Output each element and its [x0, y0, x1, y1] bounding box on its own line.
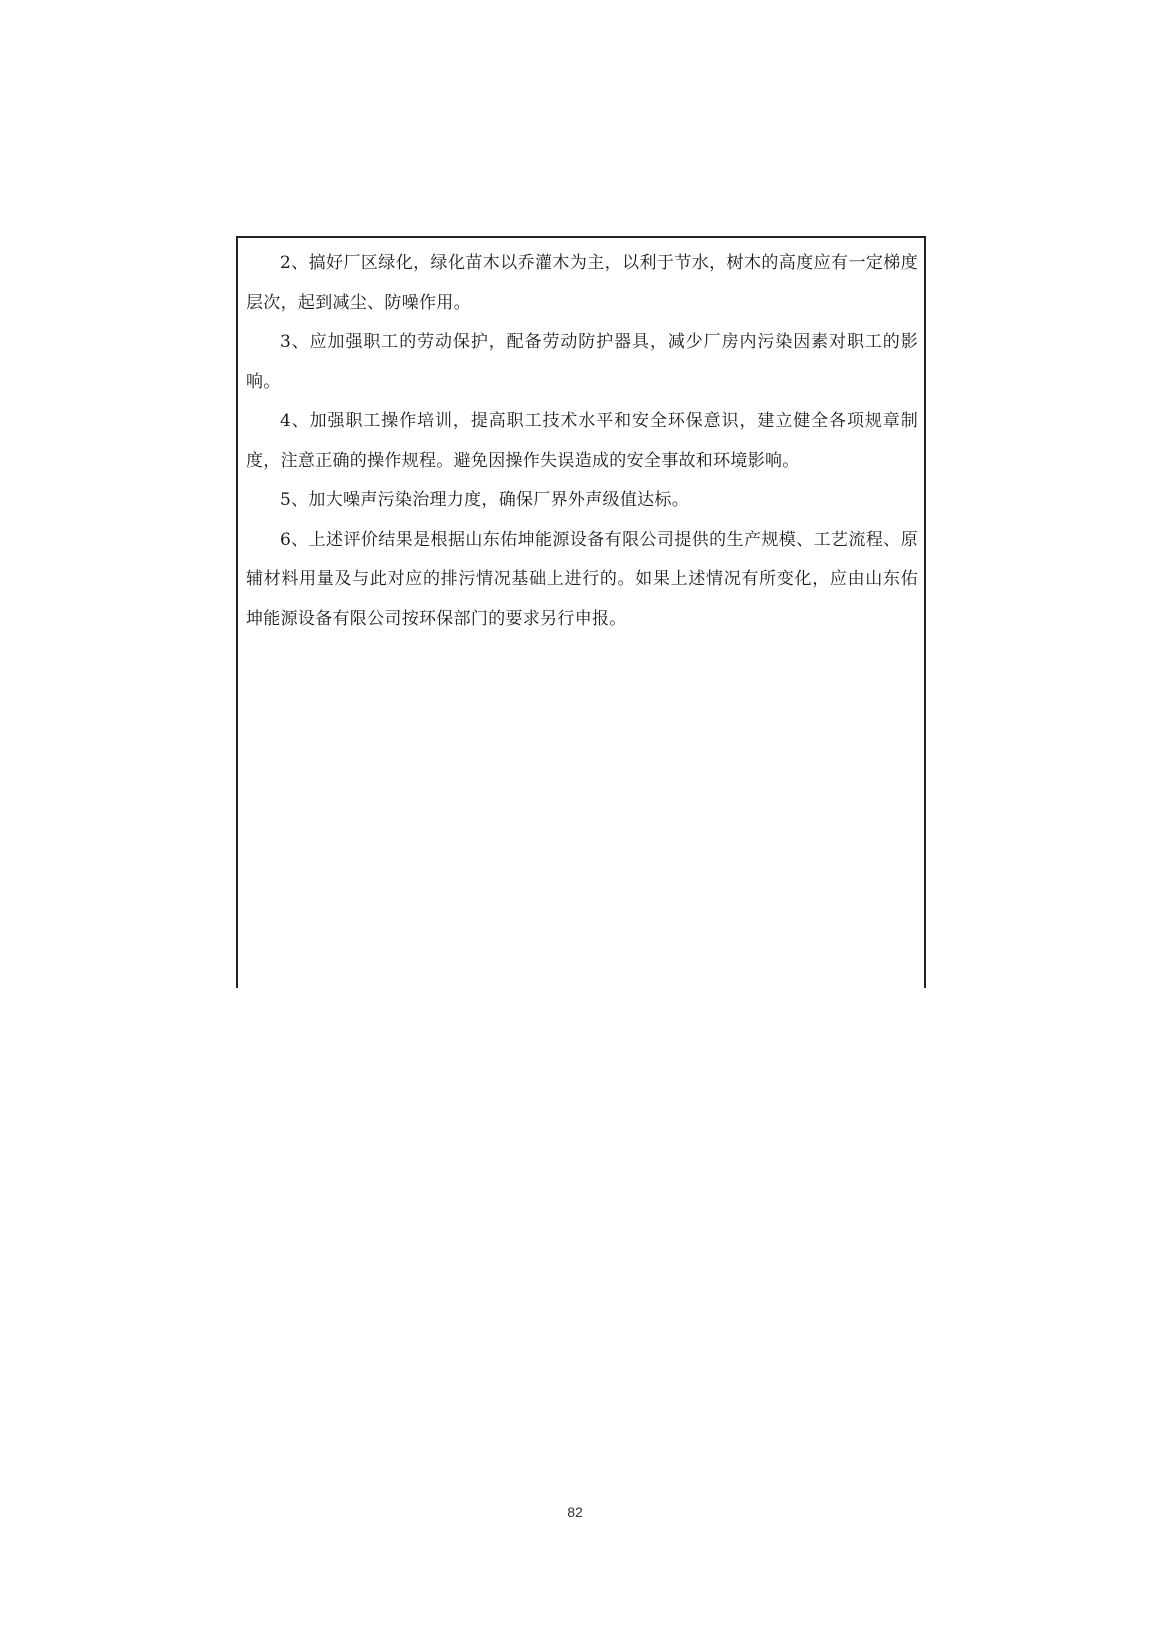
paragraph-training: 4、加强职工操作培训，提高职工技术水平和安全环保意识，建立健全各项规章制度，注意正确的操作规程。避免因操作失误造成的安全事故和环境影响。: [246, 411, 918, 471]
paragraph-greening: 2、搞好厂区绿化，绿化苗木以乔灌木为主，以利于节水，树木的高度应有一定梯度层次，起到减尘、防噪作用。: [246, 253, 918, 313]
measures-content: [246, 244, 918, 639]
table-frame: [236, 236, 926, 988]
paragraph-labor-protection: 3、应加强职工的劳动保护，配备劳动防护器具，减少厂房内污染因素对职工的影响。: [246, 332, 918, 392]
paragraph-evaluation-basis: 6、上述评价结果是根据山东佑坤能源设备有限公司提供的生产规模、工艺流程、原辅材料用量及与此对应的排污情况基础上进行的。如果上述情况有所变化，应由山东佑坤能源设备有限公司按环保部门的要求另行申报。: [246, 529, 918, 629]
page-number: 82: [567, 1504, 583, 1520]
paragraph-noise: 5、加大噪声污染治理力度，确保厂界外声级值达标。: [280, 490, 690, 510]
